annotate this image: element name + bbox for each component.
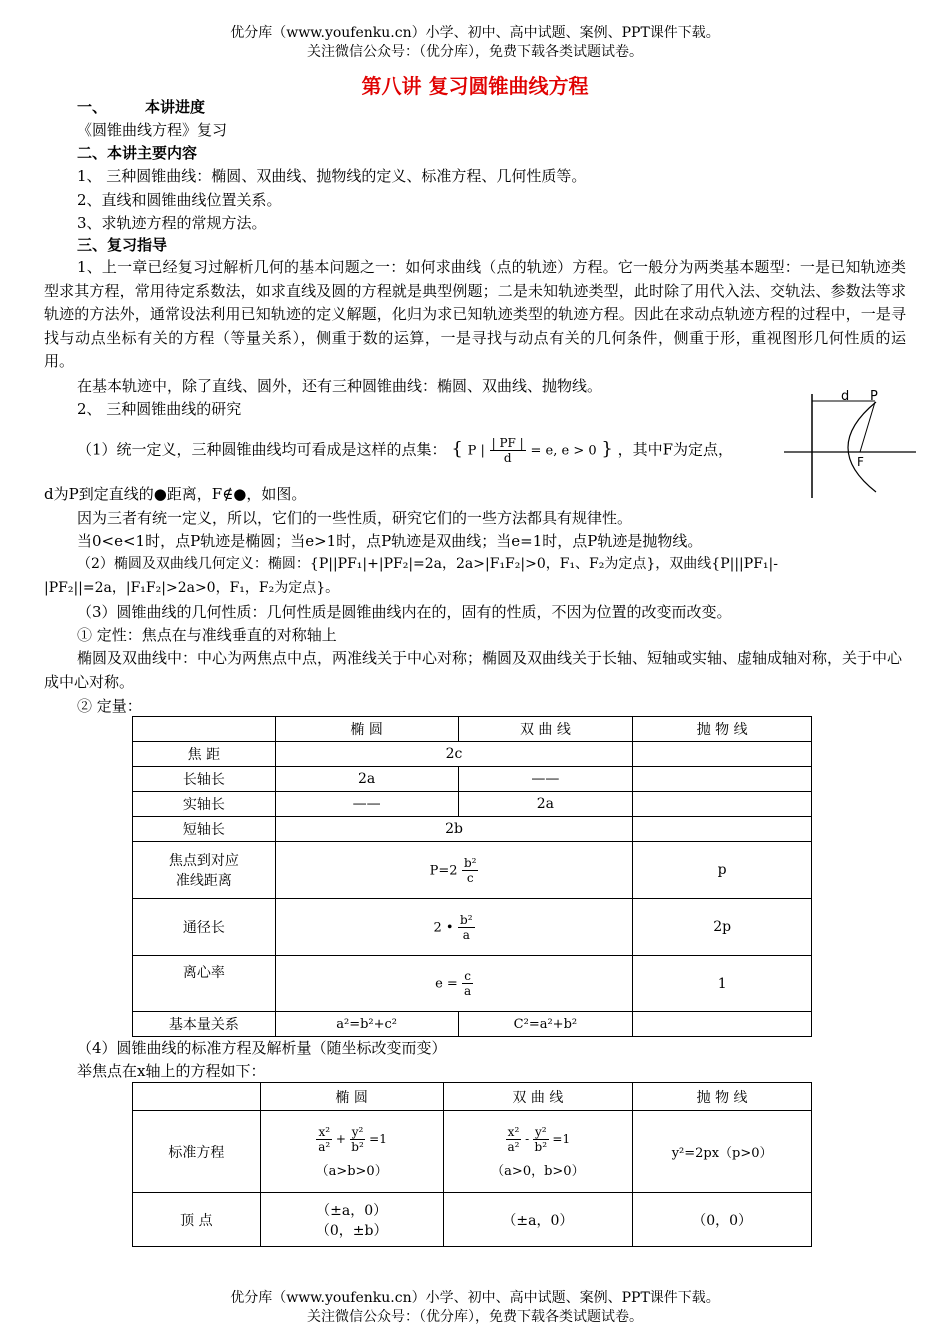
t2-ellipse-op: + <box>335 1131 346 1146</box>
t1-dist-value <box>275 842 633 899</box>
t2-hyper-frac-2 <box>533 1125 549 1154</box>
t2-ellipse-num-1: x² <box>318 1124 331 1139</box>
t2-std-hyperbola <box>443 1111 633 1193</box>
t1-dist-parabola: p <box>633 842 812 899</box>
header-line-2: 关注微信公众号：（优分库），免费下载各类试题试卷。 <box>307 44 643 60</box>
t1-rel-parabola <box>633 1012 812 1037</box>
t1-latus-label: 通径长 <box>133 899 276 956</box>
unified-property-1: 因为三者有统一定义，所以，它们的一些性质，研究它们的一些方法都具有规律性。 <box>77 509 633 527</box>
t1-ecc-fraction <box>462 969 473 998</box>
section-3-heading: 三、复习指导 <box>77 236 168 254</box>
t1-ecc-value <box>275 956 633 1012</box>
properties-table <box>132 716 812 1037</box>
t1-major-ellipse: 2a <box>275 767 458 792</box>
t2-std-ellipse <box>260 1111 443 1193</box>
t1-minor-value: 2b <box>275 817 633 842</box>
section-2-heading: 二、本讲主要内容 <box>77 144 198 162</box>
set-condition: = e, e > 0 <box>530 443 597 459</box>
unified-property-2: 当0<e<1时，点P轨迹是椭圆；当e>1时，点P轨迹是双曲线；当e=1时，点P轨迹是抛物线。 <box>77 532 703 550</box>
t1-rel-hyperbola: C²=a²+b² <box>458 1012 633 1037</box>
t1-latus-den: a <box>462 927 470 942</box>
t2-hyper-cond: （a>0，b>0） <box>491 1163 585 1179</box>
t1-real-parabola <box>633 792 812 817</box>
t1-latus-fraction <box>458 913 475 942</box>
t1-header-parabola: 抛 物 线 <box>633 717 812 742</box>
footer-line-2: 关注微信公众号：（优分库），免费下载各类试题试卷。 <box>307 1309 643 1325</box>
t1-dist-fraction <box>462 856 479 885</box>
t2-ellipse-den-1: a² <box>318 1139 331 1154</box>
t2-ellipse-eq: =1 <box>369 1131 387 1146</box>
section-3-item-2: 2、 三种圆锥曲线的研究 <box>77 400 242 418</box>
header-line-1: 优分库（www.youfenku.cn）小学、初中、高中试题、案例、PPT课件下载。 <box>230 25 720 41</box>
t1-ecc-label: 离心率 <box>133 956 276 1012</box>
t1-minor-parabola <box>633 817 812 842</box>
set-brace-close: } <box>601 438 613 460</box>
section-2-item-2: 2、直线和圆锥曲线位置关系。 <box>77 191 282 209</box>
t2-ellipse-frac-2 <box>350 1125 366 1154</box>
t2-ellipse-den-2: b² <box>351 1139 364 1154</box>
section-3-para-2: 在基本轨迹中，除了直线、圆外，还有三种圆锥曲线：椭圆、双曲线、抛物线。 <box>77 377 603 395</box>
t1-header-ellipse: 椭 圆 <box>275 717 458 742</box>
t1-real-hyperbola: 2a <box>458 792 633 817</box>
section-4-heading: （4）圆锥曲线的标准方程及解析量（随坐标改变而变） <box>77 1039 447 1057</box>
t2-hyper-eq: =1 <box>552 1131 571 1146</box>
t2-vertex-ellipse <box>260 1193 443 1247</box>
t1-latus-pre: 2 • <box>433 920 454 935</box>
label-f: F <box>857 455 864 469</box>
t1-latus-value <box>275 899 633 956</box>
t1-ecc-num: c <box>464 969 471 983</box>
set-brace-open: { <box>451 438 463 460</box>
qualitative-text: 椭圆及双曲线中：中心为两焦点中点，两准线关于中心对称；椭圆及双曲线关于长轴、短轴或实轴、虚轴成轴对称，关于中心成中心对称。 <box>44 649 903 691</box>
t2-header-ellipse: 椭 圆 <box>260 1083 443 1111</box>
t2-vertex-ellipse-1: （±a，0） <box>316 1202 388 1219</box>
unified-definition <box>77 436 777 465</box>
t2-vertex-hyperbola: （±a，0） <box>443 1193 633 1247</box>
t1-dist-label-1: 焦点到对应 <box>168 853 239 869</box>
t1-rel-ellipse: a²=b²+c² <box>275 1012 458 1037</box>
t2-vertex-label: 顶 点 <box>133 1193 261 1247</box>
set-point: P | <box>467 443 485 459</box>
t1-rel-label: 基本量关系 <box>133 1012 276 1037</box>
t1-major-parabola <box>633 767 812 792</box>
quantitative-heading: ② 定量： <box>77 697 142 715</box>
t1-focal-parabola <box>633 742 812 767</box>
t2-ellipse-num-2: y² <box>351 1124 364 1139</box>
fraction-denominator: d <box>503 451 512 465</box>
unified-definition-line-2: d为P到定直线的●距离，F∉●，如图。 <box>44 485 307 503</box>
t1-ecc-parabola: 1 <box>633 956 812 1012</box>
t1-focal-label: 焦 距 <box>133 742 276 767</box>
t2-ellipse-frac-1 <box>316 1125 332 1154</box>
t2-hyper-frac-1 <box>506 1125 522 1154</box>
t1-dist-label <box>133 842 276 899</box>
geometric-properties: （3）圆锥曲线的几何性质：几何性质是圆锥曲线内在的，固有的性质，不因为位置的改变而改变。 <box>77 603 732 621</box>
t1-major-label: 长轴长 <box>133 767 276 792</box>
t1-real-ellipse: —— <box>275 792 458 817</box>
t2-ellipse-cond: （a>b>0） <box>315 1163 388 1179</box>
t1-real-label: 实轴长 <box>133 792 276 817</box>
t2-ellipse-equation <box>261 1125 443 1154</box>
section-1-text: 《圆锥曲线方程》复习 <box>77 121 228 139</box>
eccentricity-fraction <box>490 436 526 465</box>
t2-hyper-num-1: x² <box>507 1124 520 1139</box>
t2-vertex-parabola: （0，0） <box>633 1193 812 1247</box>
t2-header-parabola: 抛 物 线 <box>633 1083 812 1111</box>
t1-dist-den: c <box>466 870 474 885</box>
unified-definition-tail: ，其中F为定点， <box>617 440 734 459</box>
t2-hyper-equation <box>444 1125 633 1154</box>
t2-std-label: 标准方程 <box>133 1111 261 1193</box>
t2-hyper-den-1: a² <box>507 1139 520 1154</box>
section-3-para-1: 1、上一章已经复习过解析几何的基本问题之一：如何求曲线（点的轨迹）方程。它一般分为两类基本题型：一是已知轨迹类型求其方程，常用待定系数法，如求直线及圆的方程就是典型例题；二是未知轨迹类型，此时除了用代入法、交轨法、参数法等求轨迹的方法外，通常设法利用已知轨迹的定义解题，化归为求已知轨迹类型的轨迹方程。因此在求动点轨迹方程的过程中，一是寻找与动点坐标有关的方程（等量关系），侧重于数的运算，一是寻找与动点有关的几何条件，侧重于形，重视图形几何性质的运用。 <box>44 258 906 371</box>
t1-dist-label-2: 准线距离 <box>175 873 232 889</box>
footer-line-1: 优分库（www.youfenku.cn）小学、初中、高中试题、案例、PPT课件下载。 <box>230 1290 720 1306</box>
section-2-item-1: 1、 三种圆锥曲线：椭圆、双曲线、抛物线的定义、标准方程、几何性质等。 <box>77 167 587 185</box>
page-title: 第八讲 复习圆锥曲线方程 <box>361 74 589 98</box>
t1-ecc-pre: e = <box>435 976 458 992</box>
t1-header-blank <box>133 717 276 742</box>
t2-header-blank <box>133 1083 261 1111</box>
section-4-sub: 举焦点在x轴上的方程如下： <box>77 1062 266 1080</box>
t1-latus-parabola: 2p <box>633 899 812 956</box>
t1-ecc-den: a <box>464 984 472 998</box>
section-2-item-3: 3、求轨迹方程的常规方法。 <box>77 214 267 232</box>
label-p: P <box>870 389 878 404</box>
conic-figure <box>780 386 920 501</box>
t1-header-hyperbola: 双 曲 线 <box>458 717 633 742</box>
section-1-number: 一、 <box>77 98 108 116</box>
t2-hyper-num-2: y² <box>534 1124 547 1139</box>
unified-definition-lead: （1）统一定义，三种圆锥曲线均可看成是这样的点集： <box>77 440 447 459</box>
t1-minor-label: 短轴长 <box>133 817 276 842</box>
section-1-heading: 本讲进度 <box>145 98 206 116</box>
equations-table <box>132 1082 812 1247</box>
t2-header-hyperbola: 双 曲 线 <box>443 1083 633 1111</box>
t2-std-parabola: y²=2px（p>0） <box>633 1111 812 1193</box>
t1-dist-num: b² <box>463 855 477 870</box>
t2-vertex-ellipse-2: （0，±b） <box>315 1222 388 1239</box>
t1-major-hyperbola: —— <box>458 767 633 792</box>
geometric-definition: （2）椭圆及双曲线几何定义：椭圆：{P||PF₁|+|PF₂|=2a，2a>|F₁F₂|>0，F₁、F₂为定点}，双曲线{P|||PF₁|-|PF₂||=2a，|F₁F₂|>2a>0，F₁，F₂为定点}。 <box>44 556 778 596</box>
label-d: d <box>841 389 850 404</box>
fraction-numerator: | PF | <box>491 436 524 450</box>
t1-dist-pre: P=2 <box>429 863 458 878</box>
qualitative-heading: ① 定性：焦点在与准线垂直的对称轴上 <box>77 626 337 644</box>
t2-hyper-den-2: b² <box>534 1139 548 1154</box>
t2-hyper-op: - <box>525 1131 530 1146</box>
t1-focal-value: 2c <box>275 742 633 767</box>
t1-latus-num: b² <box>460 912 473 927</box>
